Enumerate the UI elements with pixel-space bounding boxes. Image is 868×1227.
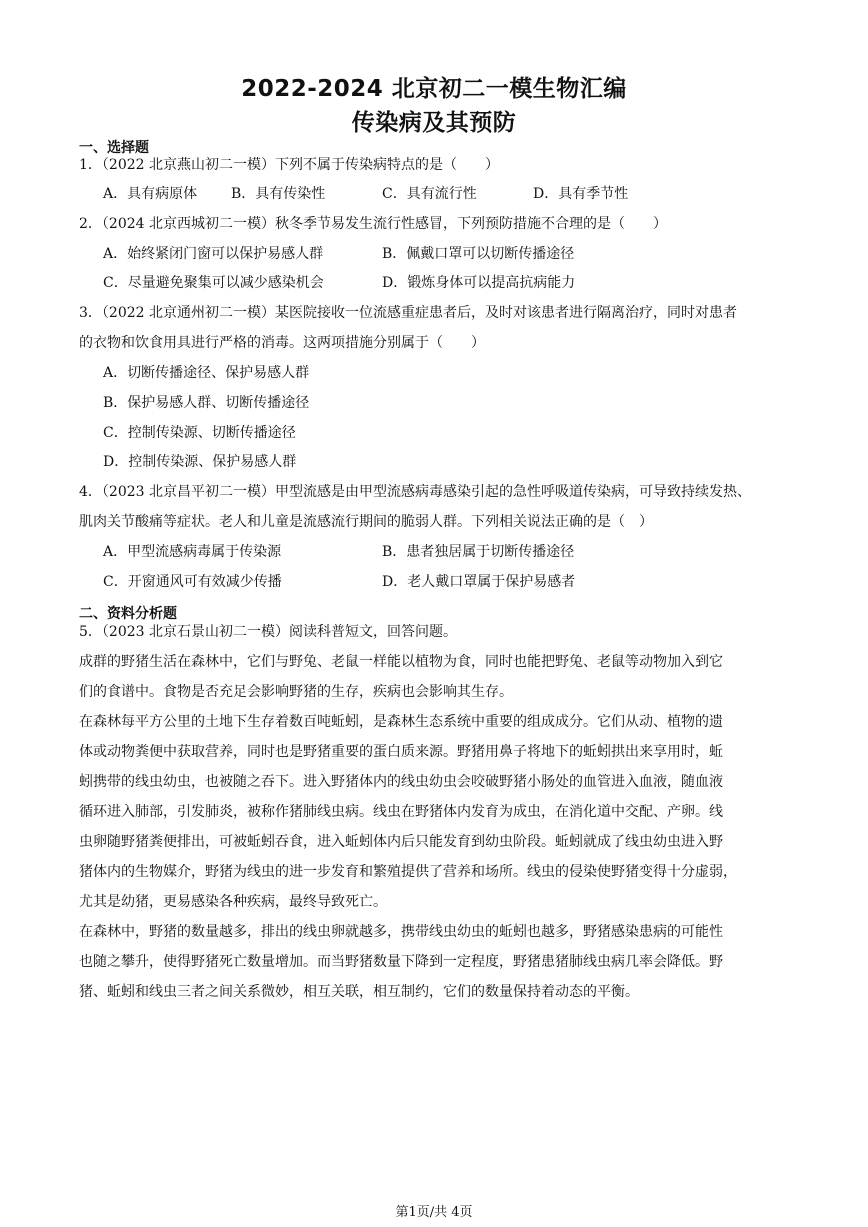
- passage-p2-line2: 体或动物粪便中获取营养，同时也是野猪重要的蛋白质来源。野猪用鼻子将地下的蚯蚓拱出来享用时，蚯: [79, 744, 723, 760]
- section-heading-choice: 一、选择题: [79, 140, 149, 156]
- question-3-stem-line2: 的衣物和饮食用具进行严格的消毒。这两项措施分别属于（ ）: [79, 335, 485, 351]
- option-b: B．具有传染性: [231, 186, 326, 202]
- passage-p2-line6: 猪体内的生物媒介，野猪为线虫的进一步发育和繁殖提供了营养和场所。线虫的侵染使野猪变得十分虚弱，: [79, 864, 737, 880]
- question-2-option-d: D．锻炼身体可以提高抗病能力: [382, 275, 576, 291]
- question-3-option-b: B．保护易感人群、切断传播途径: [103, 395, 310, 411]
- passage-p2-line1: 在森林每平方公里的土地下生存着数百吨蚯蚓，是森林生态系统中重要的组成成分。它们从动、植物的遗: [79, 714, 723, 730]
- passage-p2-line7: 尤其是幼猪，更易感染各种疾病，最终导致死亡。: [79, 894, 387, 910]
- question-4-stem-line1: 4．（2023 北京昌平初二一模）甲型流感是由甲型流感病毒感染引起的急性呼吸道传染病，可导致持续发热、: [79, 484, 751, 500]
- passage-p2-line5: 虫卵随野猪粪便排出，可被蚯蚓吞食，进入蚯蚓体内后只能发育到幼虫阶段。蚯蚓就成了线虫幼虫进入野: [79, 834, 723, 850]
- passage-p2-line3: 蚓携带的线虫幼虫，也被随之吞下。进入野猪体内的线虫幼虫会咬破野猪小肠处的血管进入血液，随血液: [79, 774, 723, 790]
- passage-p3-line3: 猪、蚯蚓和线虫三者之间关系微妙，相互关联，相互制约，它们的数量保持着动态的平衡。: [79, 984, 639, 1000]
- question-2-option-c: C．尽量避免聚集可以减少感染机会: [103, 275, 324, 291]
- option-d: D．具有季节性: [533, 186, 629, 202]
- question-4-option-c: C．开窗通风可有效减少传播: [103, 574, 282, 590]
- page-footer: 第1页/共 4页: [395, 1205, 473, 1220]
- question-2-stem: 2．（2024 北京西城初二一模）秋冬季节易发生流行性感冒，下列预防措施不合理的是（ ）: [79, 216, 667, 232]
- option-a: A．具有病原体: [103, 186, 198, 202]
- question-4-stem-line2: 肌肉关节酸痛等症状。老人和儿童是流感流行期间的脆弱人群。下列相关说法正确的是（ ）: [79, 514, 653, 530]
- passage-p3-line1: 在森林中，野猪的数量越多，排出的线虫卵就越多，携带线虫幼虫的蚯蚓也越多，野猪感染患病的可能性: [79, 924, 723, 940]
- section-heading-analysis: 二、资料分析题: [79, 606, 177, 622]
- question-5-stem: 5．（2023 北京石景山初二一模）阅读科普短文，回答问题。: [79, 624, 457, 640]
- passage-p1-line2: 们的食谱中。食物是否充足会影响野猪的生存，疾病也会影响其生存。: [79, 684, 513, 700]
- question-3-option-c: C．控制传染源、切断传播途径: [103, 425, 296, 441]
- question-3-option-d: D．控制传染源、保护易感人群: [103, 454, 297, 470]
- question-4-option-b: B．患者独居属于切断传播途径: [382, 544, 575, 560]
- question-4-option-d: D．老人戴口罩属于保护易感者: [382, 574, 576, 590]
- question-3-option-a: A．切断传播途径、保护易感人群: [103, 365, 310, 381]
- question-2-option-a: A．始终紧闭门窗可以保护易感人群: [103, 246, 324, 262]
- question-2-option-b: B．佩戴口罩可以切断传播途径: [382, 246, 575, 262]
- passage-p2-line4: 循环进入肺部，引发肺炎，被称作猪肺线虫病。线虫在野猪体内发育为成虫，在消化道中交配、产卵。线: [79, 804, 723, 820]
- question-1-stem: 1．（2022 北京燕山初二一模）下列不属于传染病特点的是（ ）: [79, 157, 499, 173]
- passage-p3-line2: 也随之攀升，使得野猪死亡数量增加。而当野猪数量下降到一定程度，野猪患猪肺线虫病几率会降低。野: [79, 954, 723, 970]
- option-c: C．具有流行性: [382, 186, 477, 202]
- page-title: 2022-2024 北京初二一模生物汇编: [241, 76, 627, 102]
- page-subtitle: 传染病及其预防: [351, 110, 517, 136]
- question-3-stem-line1: 3．（2022 北京通州初二一模）某医院接收一位流感重症患者后，及时对该患者进行隔离治疗，同时对患者: [79, 305, 737, 321]
- question-4-option-a: A．甲型流感病毒属于传染源: [103, 544, 282, 560]
- passage-p1-line1: 成群的野猪生活在森林中，它们与野兔、老鼠一样能以植物为食，同时也能把野兔、老鼠等动物加入到它: [79, 654, 723, 670]
